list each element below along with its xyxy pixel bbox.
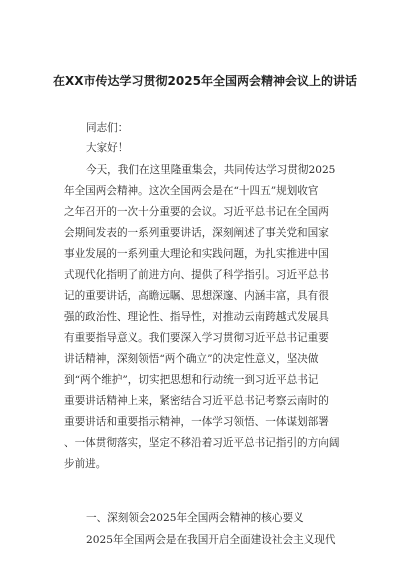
body-line: 事业发展的一系列重大理论和实践问题，为扎实推进中国	[64, 248, 329, 260]
body-line: 强的政治性、理论性、指导性，对推动云南跨越式发展具	[64, 311, 329, 323]
body-line: 重要讲话和重要指示精神，一体学习领悟、一体谋划部署	[64, 416, 329, 428]
section-heading: 一、深刻领会2025年全国两会精神的核心要义	[86, 512, 304, 524]
body-line: 今天，我们在这里隆重集会，共同传达学习贯彻2025	[86, 164, 336, 176]
body-paragraph	[64, 160, 349, 475]
body-line: 重要讲话精神上来，紧密结合习近平总书记考察云南时的	[64, 395, 329, 407]
body-line: 式现代化指明了前进方向、提供了科学指引。习近平总书	[64, 269, 329, 281]
body-line: 有重要指导意义。我们要深入学习贯彻习近平总书记重要	[64, 332, 329, 344]
body-line: 步前进。	[64, 458, 107, 470]
greeting: 大家好！	[86, 142, 129, 154]
body-line: 记的重要讲话，高瞻远瞩、思想深邃、内涵丰富，具有很	[64, 290, 329, 302]
body-line: 、一体贯彻落实，坚定不移沿着习近平总书记指引的方向阔	[64, 437, 340, 449]
document-title: 在XX市传达学习贯彻2025年全国两会精神会议上的讲话	[53, 74, 357, 88]
body-line: 到“两个维护”，切实把思想和行动统一到习近平总书记	[64, 374, 319, 386]
salutation: 同志们：	[86, 122, 129, 134]
body-line: 讲话精神，深刻领悟“两个确立”的决定性意义，坚决做	[64, 353, 319, 365]
body-line: 之年召开的一次十分重要的会议。习近平总书记在全国两	[64, 206, 329, 218]
body-line: 会期间发表的一系列重要讲话，深刻阐述了事关党和国家	[64, 227, 329, 239]
body-line: 年全国两会精神。这次全国两会是在“十四五”规划收官	[64, 185, 319, 197]
section-first-line: 2025年全国两会是在我国开启全面建设社会主义现代	[86, 534, 336, 546]
